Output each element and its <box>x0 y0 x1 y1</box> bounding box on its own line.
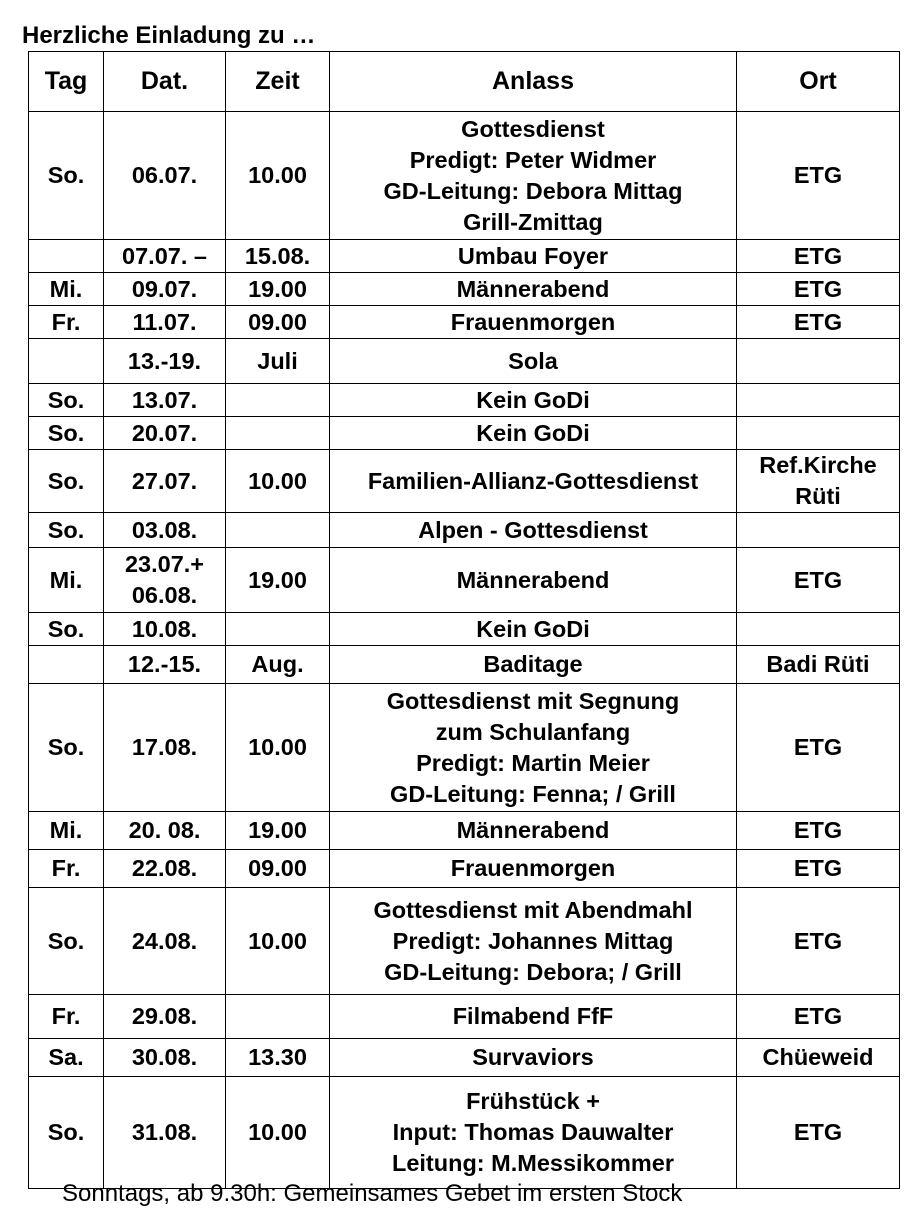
cell-datum: 22.08. <box>104 850 226 888</box>
cell-datum: 10.08. <box>104 613 226 646</box>
cell-datum: 11.07. <box>104 306 226 339</box>
cell-datum: 24.08. <box>104 888 226 995</box>
cell-anlass <box>330 613 737 646</box>
anlass-line: Baditage <box>483 651 583 677</box>
cell-ort: ETG <box>737 888 900 995</box>
cell-zeit: 19.00 <box>226 812 330 850</box>
table-row <box>29 384 900 417</box>
table-row <box>29 450 900 513</box>
cell-ort: ETG <box>737 548 900 613</box>
cell-ort: ETG <box>737 306 900 339</box>
cell-zeit: 09.00 <box>226 850 330 888</box>
cell-tag <box>29 646 104 684</box>
cell-zeit <box>226 995 330 1039</box>
cell-anlass <box>330 684 737 812</box>
cell-anlass <box>330 273 737 306</box>
cell-tag: So. <box>29 417 104 450</box>
cell-zeit: 19.00 <box>226 273 330 306</box>
cell-zeit: 09.00 <box>226 306 330 339</box>
cell-datum: 20.07. <box>104 417 226 450</box>
cell-datum: 13.07. <box>104 384 226 417</box>
cell-tag: Mi. <box>29 273 104 306</box>
cell-tag: So. <box>29 112 104 240</box>
cell-datum: 09.07. <box>104 273 226 306</box>
header-zeit: Zeit <box>226 52 330 112</box>
cell-datum: 03.08. <box>104 513 226 548</box>
table-row <box>29 646 900 684</box>
cell-anlass <box>330 548 737 613</box>
cell-zeit: 10.00 <box>226 1077 330 1189</box>
cell-anlass <box>330 812 737 850</box>
cell-zeit: 10.00 <box>226 888 330 995</box>
table-row <box>29 306 900 339</box>
cell-ort: ETG <box>737 995 900 1039</box>
cell-datum: 30.08. <box>104 1039 226 1077</box>
cell-ort: ETG <box>737 112 900 240</box>
cell-tag <box>29 339 104 384</box>
cell-ort: Ref.Kirche Rüti <box>737 450 900 513</box>
cell-anlass <box>330 513 737 548</box>
anlass-line: Input: Thomas Dauwalter <box>392 1119 674 1145</box>
cell-datum: 07.07. – <box>104 240 226 273</box>
cell-zeit: Aug. <box>226 646 330 684</box>
cell-zeit: 13.30 <box>226 1039 330 1077</box>
cell-anlass <box>330 646 737 684</box>
table-row <box>29 1077 900 1189</box>
cell-tag: Fr. <box>29 995 104 1039</box>
cell-anlass <box>330 850 737 888</box>
table-row <box>29 613 900 646</box>
header-tag: Tag <box>29 52 104 112</box>
cell-anlass <box>330 1039 737 1077</box>
anlass-line: Sola <box>508 347 558 374</box>
cell-zeit: Juli <box>226 339 330 384</box>
cell-tag: So. <box>29 1077 104 1189</box>
cell-anlass <box>330 995 737 1039</box>
cell-ort <box>737 417 900 450</box>
anlass-line: Gottesdienst mit Segnung <box>386 687 680 714</box>
cell-ort: Chüeweid <box>737 1039 900 1077</box>
schedule-table <box>28 51 900 1189</box>
anlass-line: Predigt: Martin Meier <box>416 749 650 776</box>
anlass-line: Grill-Zmittag <box>463 208 603 235</box>
anlass-line: Gottesdienst mit Abendmahl <box>373 896 693 923</box>
cell-anlass <box>330 888 737 995</box>
cell-ort <box>737 339 900 384</box>
cell-zeit <box>226 613 330 646</box>
table-row <box>29 240 900 273</box>
anlass-line: Predigt: Johannes Mittag <box>392 927 674 954</box>
cell-datum: 23.07.+ 06.08. <box>104 548 226 613</box>
table-row <box>29 684 900 812</box>
anlass-line: Filmabend FfF <box>452 1003 614 1029</box>
cell-tag: Sa. <box>29 1039 104 1077</box>
cell-zeit <box>226 417 330 450</box>
anlass-line: GD-Leitung: Fenna; / Grill <box>390 780 676 807</box>
table-row <box>29 417 900 450</box>
cell-ort <box>737 613 900 646</box>
cell-tag: Mi. <box>29 812 104 850</box>
cell-datum: 06.07. <box>104 112 226 240</box>
cell-anlass <box>330 306 737 339</box>
anlass-line: Leitung: M.Messikommer <box>391 1150 675 1176</box>
table-row <box>29 112 900 240</box>
anlass-line: Frauenmorgen <box>450 308 616 335</box>
table-row <box>29 1039 900 1077</box>
header-row <box>29 52 900 112</box>
table-row <box>29 339 900 384</box>
cell-datum: 29.08. <box>104 995 226 1039</box>
cell-ort: Badi Rüti <box>737 646 900 684</box>
anlass-line: GD-Leitung: Debora Mittag <box>383 177 683 204</box>
cell-ort <box>737 384 900 417</box>
table-row <box>29 850 900 888</box>
cell-zeit: 10.00 <box>226 684 330 812</box>
cell-datum: 20. 08. <box>104 812 226 850</box>
cell-tag: So. <box>29 450 104 513</box>
cell-ort: ETG <box>737 684 900 812</box>
cell-tag: So. <box>29 684 104 812</box>
anlass-line: Umbau Foyer <box>457 242 609 269</box>
anlass-line: Frauenmorgen <box>450 855 616 881</box>
cell-zeit: 10.00 <box>226 450 330 513</box>
cell-anlass <box>330 450 737 513</box>
anlass-line: Predigt: Peter Widmer <box>409 146 657 173</box>
anlass-line: Gottesdienst <box>461 115 605 142</box>
table-row <box>29 513 900 548</box>
anlass-line: Kein GoDi <box>476 386 590 413</box>
page-title: Herzliche Einladung zu … <box>22 22 316 49</box>
cell-zeit: 19.00 <box>226 548 330 613</box>
cell-tag: Mi. <box>29 548 104 613</box>
header-anlass: Anlass <box>330 52 737 112</box>
anlass-line: Kein GoDi <box>476 615 590 642</box>
table-row <box>29 995 900 1039</box>
anlass-line: Survaviors <box>472 1044 594 1070</box>
cell-zeit: 10.00 <box>226 112 330 240</box>
cell-anlass <box>330 112 737 240</box>
anlass-line: Alpen - Gottesdienst <box>418 516 648 543</box>
anlass-line: Männerabend <box>456 566 610 593</box>
cell-ort <box>737 513 900 548</box>
table-row <box>29 273 900 306</box>
anlass-line: GD-Leitung: Debora; / Grill <box>384 958 682 985</box>
cell-datum: 17.08. <box>104 684 226 812</box>
cell-tag: Fr. <box>29 850 104 888</box>
table-row <box>29 548 900 613</box>
cell-tag: So. <box>29 613 104 646</box>
table-row <box>29 812 900 850</box>
cell-zeit: 15.08. <box>226 240 330 273</box>
cell-datum: 12.-15. <box>104 646 226 684</box>
cell-datum: 31.08. <box>104 1077 226 1189</box>
cell-tag: So. <box>29 384 104 417</box>
cell-anlass <box>330 417 737 450</box>
cell-anlass <box>330 240 737 273</box>
cell-ort: ETG <box>737 1077 900 1189</box>
anlass-line: Männerabend <box>456 817 610 843</box>
cell-tag: So. <box>29 888 104 995</box>
cell-datum: 27.07. <box>104 450 226 513</box>
cell-ort: ETG <box>737 240 900 273</box>
cell-ort: ETG <box>737 812 900 850</box>
cell-anlass <box>330 1077 737 1189</box>
cell-tag: Fr. <box>29 306 104 339</box>
anlass-line: Frühstück + <box>466 1088 600 1114</box>
cell-anlass <box>330 384 737 417</box>
cell-ort: ETG <box>737 273 900 306</box>
footer-note: Sonntags, ab 9.30h: Gemeinsames Gebet im ersten Stock <box>62 1180 683 1207</box>
cell-ort: ETG <box>737 850 900 888</box>
cell-anlass <box>330 339 737 384</box>
anlass-line: Kein GoDi <box>476 419 590 446</box>
cell-zeit <box>226 513 330 548</box>
anlass-line: Familien-Allianz-Gottesdienst <box>367 467 699 494</box>
cell-zeit <box>226 384 330 417</box>
table-row <box>29 888 900 995</box>
cell-tag: So. <box>29 513 104 548</box>
header-ort: Ort <box>737 52 900 112</box>
anlass-line: Männerabend <box>456 275 610 302</box>
cell-tag <box>29 240 104 273</box>
anlass-line: zum Schulanfang <box>435 718 631 745</box>
cell-datum: 13.-19. <box>104 339 226 384</box>
header-datum: Dat. <box>104 52 226 112</box>
